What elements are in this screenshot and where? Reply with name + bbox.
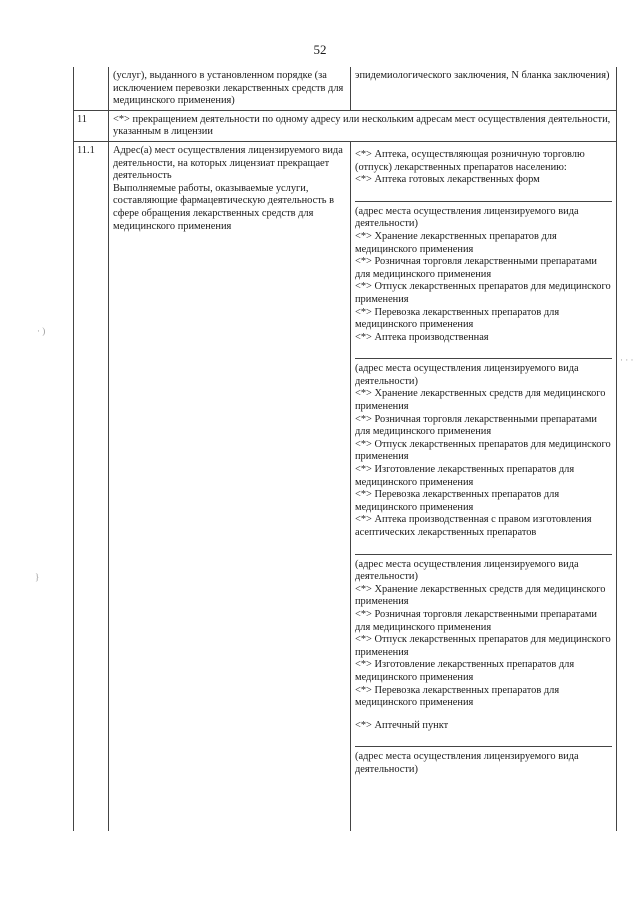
block-line: <*> Изготовление лекарственных препаратов для медицинского применения bbox=[355, 464, 575, 488]
block-line: <*> Отпуск лекарственных препаратов для медицинского применения bbox=[355, 281, 611, 305]
row-number: 11.1 bbox=[74, 141, 109, 831]
block-line: <*> Перевозка лекарственных препаратов для медицинского применения bbox=[355, 306, 560, 331]
cell-right: эпидемиологического заключения, N бланка заключения) bbox=[351, 67, 617, 110]
document-table bbox=[73, 67, 617, 831]
address-block bbox=[355, 358, 612, 545]
block-line: <*> Перевозка лекарственных препаратов для медицинского применения bbox=[355, 684, 560, 709]
block-line: (адрес места осуществления лицензируемого вида деятельности) bbox=[355, 558, 579, 583]
table-row-continuation bbox=[74, 67, 617, 110]
address-block bbox=[355, 201, 612, 351]
block-line: <*> Розничная торговля лекарственными препаратами для медицинского применения bbox=[355, 608, 597, 633]
page-number: 52 bbox=[313, 42, 327, 57]
scan-speck: } bbox=[35, 572, 40, 582]
cell-right bbox=[351, 141, 617, 831]
address-block bbox=[355, 554, 612, 739]
cell-left bbox=[109, 141, 351, 831]
table-row-11-1 bbox=[74, 141, 617, 831]
block-line: (адрес места осуществления лицензируемого вида деятельности) bbox=[355, 751, 579, 775]
block-line: <*> Отпуск лекарственных препаратов для медицинского применения bbox=[355, 438, 611, 463]
works-heading: Выполняемые работы, оказываемые услуги, составляющие фармацевтическую деятельность в сфере обращения лекарственных средств для медицинского применения bbox=[113, 182, 334, 232]
row-number bbox=[74, 67, 109, 110]
block-line: <*> Отпуск лекарственных препаратов для медицинского применения bbox=[355, 634, 611, 658]
address-block bbox=[355, 746, 612, 782]
address-blocks bbox=[355, 149, 612, 783]
block-line: (адрес места осуществления лицензируемого вида деятельности) bbox=[355, 363, 579, 387]
table-row-11 bbox=[74, 110, 617, 141]
addresses-heading: Адрес(а) мест осуществления лицензируемого вида деятельности, на которых лицензиат прекращает деятельность bbox=[113, 144, 343, 182]
block-line: <*> Розничная торговля лекарственными препаратами для медицинского применения bbox=[355, 256, 597, 280]
cell-left: (услуг), выданного в установленном порядке (за исключением перевозки лекарственных средств для медицинского применения) bbox=[109, 67, 351, 110]
block-line: <*> Аптека производственная с правом изготовления асептических лекарственных препаратов bbox=[355, 514, 592, 538]
scan-speck: · ) bbox=[37, 326, 46, 336]
block-line: <*> Хранение лекарственных средств для медицинского применения bbox=[355, 388, 606, 413]
block-line: <*> Розничная торговля лекарственными препаратами для медицинского применения bbox=[355, 413, 597, 438]
block-line: <*> Аптека производственная bbox=[355, 331, 489, 343]
block-line: <*> Хранение лекарственных средств для медицинского применения bbox=[355, 583, 606, 608]
block-line: <*> Аптека готовых лекарственных форм bbox=[355, 174, 540, 186]
block-line: (адрес места осуществления лицензируемого вида деятельности) bbox=[355, 205, 579, 230]
block-line: <*> Хранение лекарственных препаратов для медицинского применения bbox=[355, 230, 557, 255]
row-number: 11 bbox=[74, 110, 109, 141]
block-line: <*> Перевозка лекарственных препаратов для медицинского применения bbox=[355, 489, 560, 513]
cell-text: <*> прекращением деятельности по одному адресу или нескольким адресам мест осуществления деятельности, указанным в лицензии bbox=[109, 110, 617, 141]
block-line: <*> Изготовление лекарственных препаратов для медицинского применения bbox=[355, 659, 575, 683]
block-line: <*> Аптека, осуществляющая розничную торговлю (отпуск) лекарственных препаратов населению: bbox=[355, 148, 585, 173]
scan-speck: · · · bbox=[620, 355, 634, 365]
spacer bbox=[355, 710, 612, 720]
address-block bbox=[355, 149, 612, 193]
block-line: <*> Аптечный пункт bbox=[355, 719, 449, 731]
